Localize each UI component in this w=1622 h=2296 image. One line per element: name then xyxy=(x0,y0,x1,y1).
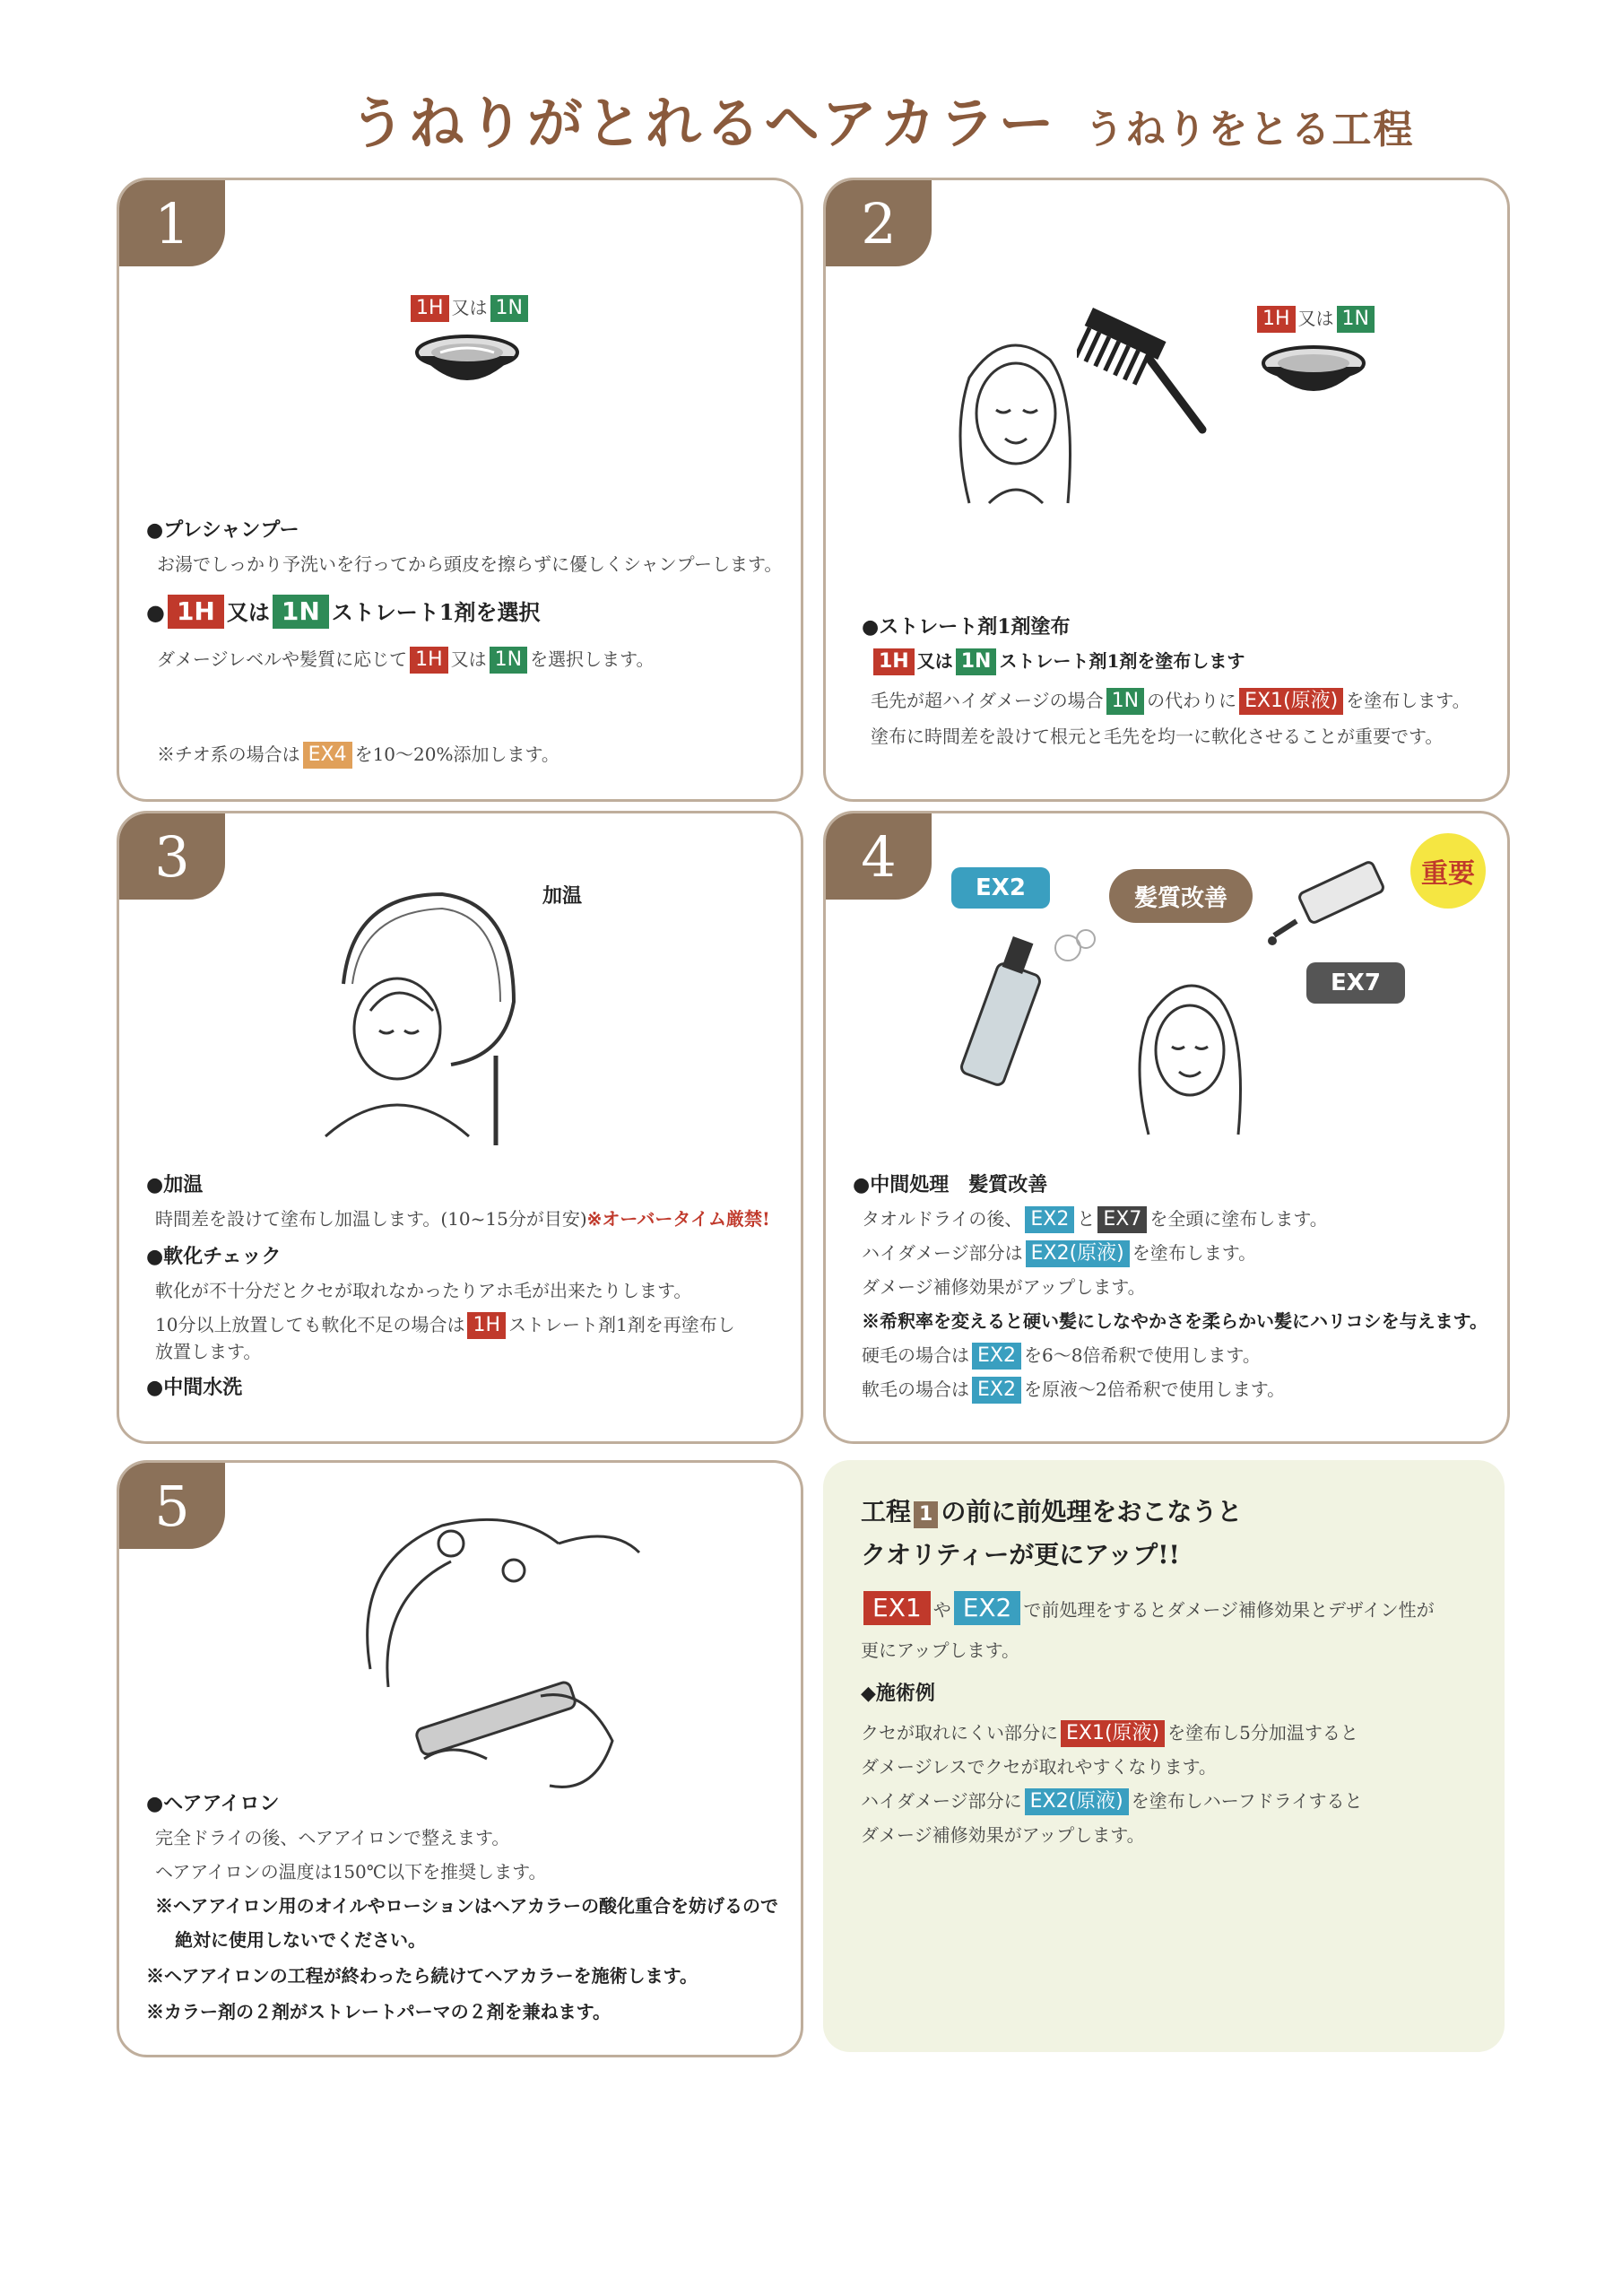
tag-ex2: EX2 xyxy=(1025,1206,1074,1233)
tag-1h: 1H xyxy=(411,295,449,322)
step-4-line-4: ダメージ補修効果がアップします。 xyxy=(862,1276,1146,1298)
step-4-line-1: ●中間処理 髪質改善 xyxy=(853,1173,1048,1196)
tag-ex2: EX2 xyxy=(954,1591,1021,1625)
tag-1n: 1N xyxy=(1337,306,1375,333)
tag-ex7: EX7 xyxy=(1097,1206,1147,1233)
step-3-line-2 xyxy=(155,1206,770,1231)
step-3-line-6: 放置します。 xyxy=(155,1341,262,1362)
title-sub: うねりをとる工程 xyxy=(1084,107,1415,152)
hair-dryer-hood-icon xyxy=(317,876,532,1145)
step-2-line-3 xyxy=(871,688,1470,715)
hair-iron-icon xyxy=(317,1490,675,1813)
text: ハイダメージ部分に xyxy=(861,1790,1022,1812)
tag-ex2: EX2 xyxy=(972,1343,1021,1370)
step-3-panel xyxy=(117,811,803,1444)
text: 毛先が超ハイダメージの場合 xyxy=(871,690,1104,711)
select-text: ストレート1剤を選択 xyxy=(331,599,541,625)
tag-1h: 1H xyxy=(410,647,448,674)
note-line-4 xyxy=(861,1720,1358,1747)
step-1-line-2: お湯でしっかり予洗いを行ってから頭皮を擦らずに優しくシャンプーします。 xyxy=(157,553,783,575)
step-4-line-3 xyxy=(862,1240,1256,1267)
step-4-line-2 xyxy=(862,1206,1328,1233)
text: を塗布し5分加温すると xyxy=(1167,1722,1358,1744)
tag-ex2-gen: EX2(原液) xyxy=(1026,1240,1130,1267)
or-text: 又は xyxy=(451,297,488,318)
tag-ex1-gen: EX1(原液) xyxy=(1061,1720,1165,1747)
step-5-line-3: ヘアアイロンの温度は150℃以下を推奨します。 xyxy=(155,1861,547,1883)
step-2-line-4: 塗布に時間差を設けて根元と毛先を均一に軟化させることが重要です。 xyxy=(871,726,1444,747)
text: 工程 xyxy=(861,1497,912,1526)
warning-text: ※オーバータイム厳禁! xyxy=(586,1208,770,1230)
step-2-panel xyxy=(823,178,1510,802)
or-text: 又は xyxy=(916,650,953,672)
text: ストレート剤1剤を再塗布し xyxy=(508,1314,735,1335)
tag-1h: 1H xyxy=(168,595,224,629)
note-line-3: ◆施術例 xyxy=(861,1682,935,1705)
bullet: ● xyxy=(146,599,165,625)
step-4-line-5: ※希釈率を変えると硬い髪にしなやかさを柔らかい髪にハリコシを与えます。 xyxy=(862,1310,1488,1332)
note-title-2: クオリティーが更にアップ!! xyxy=(861,1540,1180,1570)
step-number: 2 xyxy=(826,180,932,266)
woman-face-icon xyxy=(933,324,1095,521)
text: ダメージレベルや髪質に応じて xyxy=(157,648,408,670)
text: を塗布します。 xyxy=(1132,1242,1257,1264)
text: を全頭に塗布します。 xyxy=(1149,1208,1328,1230)
step-1-panel xyxy=(117,178,803,802)
step-5-line-2: 完全ドライの後、ヘアアイロンで整えます。 xyxy=(155,1827,510,1848)
step-1-line-5 xyxy=(157,742,559,769)
step-3-line-3: ●軟化チェック xyxy=(146,1245,282,1268)
tag-1n: 1N xyxy=(273,595,329,629)
step-3-line-7: ●中間水洗 xyxy=(146,1376,243,1399)
text: を6～8倍希釈で使用します。 xyxy=(1023,1344,1261,1366)
text: を選択します。 xyxy=(530,648,655,670)
text: を塗布します。 xyxy=(1346,690,1470,711)
tag-ex1: EX1 xyxy=(863,1591,931,1625)
tag-ex1-gen: EX1(原液) xyxy=(1239,688,1343,715)
or-text: 又は xyxy=(226,599,270,625)
text: クセが取れにくい部分に xyxy=(861,1722,1058,1744)
step-4-line-7 xyxy=(862,1377,1285,1404)
step-1-line-4 xyxy=(157,647,655,674)
step-number: 5 xyxy=(119,1463,225,1549)
step-3-line-4: 軟化が不十分だとクセが取れなかったりアホ毛が出来たりします。 xyxy=(155,1280,692,1301)
text: で前処理をするとダメージ補修効果とデザイン性が xyxy=(1023,1599,1435,1621)
bowl-icon xyxy=(1260,344,1367,415)
step-1-line-1: ●プレシャンプー xyxy=(146,518,299,542)
text: 10分以上放置しても軟化不足の場合は xyxy=(155,1314,465,1335)
heating-label: 加温 xyxy=(542,884,583,908)
spray-bottle-icon xyxy=(951,912,1104,1091)
note-line-6 xyxy=(861,1788,1363,1815)
or-text: 又は xyxy=(450,648,487,670)
text: 時間差を設けて塗布し加温します。(10~15分が目安) xyxy=(155,1208,587,1230)
step-5-line-4: ※ヘアアイロン用のオイルやローションはヘアカラーの酸化重合を妨げるので xyxy=(155,1895,778,1917)
text: ストレート剤1剤を塗布します xyxy=(999,650,1245,672)
step-4-panel xyxy=(823,811,1510,1444)
tag-ex2: EX2 xyxy=(972,1377,1021,1404)
step-2-line-2 xyxy=(871,648,1245,675)
tag-1h: 1H xyxy=(467,1312,506,1339)
step-5-line-6: ※ヘアアイロンの工程が終わったら続けてヘアカラーを施術します。 xyxy=(146,1965,698,1987)
hair-quality-bubble: 髪質改善 xyxy=(1109,869,1253,923)
step-4-line-6 xyxy=(862,1343,1261,1370)
text: ハイダメージ部分は xyxy=(862,1242,1023,1264)
tube-icon xyxy=(1265,858,1400,957)
ex2-label: EX2 xyxy=(951,867,1050,909)
step-3-line-5 xyxy=(155,1312,735,1339)
pre-treatment-note xyxy=(823,1460,1505,2052)
woman-face-icon xyxy=(1122,964,1256,1144)
step-5-line-7: ※カラー剤の２剤がストレートパーマの２剤を兼ねます。 xyxy=(146,2001,611,2022)
comb-icon xyxy=(1077,304,1211,439)
bowl-icon xyxy=(413,333,521,404)
text: ※チオ系の場合は xyxy=(157,744,300,765)
bowl-label xyxy=(408,295,531,322)
step-5-panel xyxy=(117,1460,803,2057)
tag-1n: 1N xyxy=(490,295,528,322)
tag-ex2-gen: EX2(原液) xyxy=(1025,1788,1129,1815)
text: や xyxy=(932,1599,951,1621)
text: と xyxy=(1077,1208,1096,1230)
text: の前に前処理をおこなうと xyxy=(941,1497,1243,1526)
text: 硬毛の場合は xyxy=(862,1344,969,1366)
text: タオルドライの後、 xyxy=(862,1208,1023,1230)
step-2-line-1: ●ストレート剤1剤塗布 xyxy=(862,615,1071,639)
text: を10～20%添加します。 xyxy=(354,744,559,765)
bowl-label xyxy=(1254,306,1377,333)
note-title-1 xyxy=(861,1494,1242,1530)
tag-1h: 1H xyxy=(873,648,915,675)
step-number: 1 xyxy=(119,180,225,266)
note-line-5: ダメージレスでクセが取れやすくなります。 xyxy=(861,1756,1217,1778)
note-line-7: ダメージ補修効果がアップします。 xyxy=(861,1824,1145,1846)
step-1-line-3 xyxy=(146,595,541,629)
tag-ex4: EX4 xyxy=(303,742,352,769)
tag-1h: 1H xyxy=(1257,306,1296,333)
tag-1n: 1N xyxy=(490,647,527,674)
step-ref-badge: 1 xyxy=(914,1501,938,1528)
title-main: うねりがとれるヘアカラー xyxy=(350,91,1058,156)
important-badge: 重要 xyxy=(1410,833,1486,909)
ex7-label: EX7 xyxy=(1306,962,1405,1004)
note-line-2: 更にアップします。 xyxy=(861,1639,1019,1661)
text: 軟毛の場合は xyxy=(862,1378,969,1400)
tag-1n: 1N xyxy=(1106,688,1144,715)
or-text: 又は xyxy=(1297,308,1334,329)
step-number: 3 xyxy=(119,813,225,900)
text: を原液～2倍希釈で使用します。 xyxy=(1023,1378,1286,1400)
text: の代わりに xyxy=(1147,690,1237,711)
step-5-line-1: ●ヘアアイロン xyxy=(146,1792,280,1815)
step-3-line-1: ●加温 xyxy=(146,1173,204,1196)
step-number: 4 xyxy=(826,813,932,900)
text: を塗布しハーフドライすると xyxy=(1131,1790,1363,1812)
tag-1n: 1N xyxy=(956,648,997,675)
note-line-1 xyxy=(861,1591,1435,1628)
page-title xyxy=(350,79,1415,159)
step-5-line-5: 絶対に使用しないでください。 xyxy=(175,1929,426,1951)
